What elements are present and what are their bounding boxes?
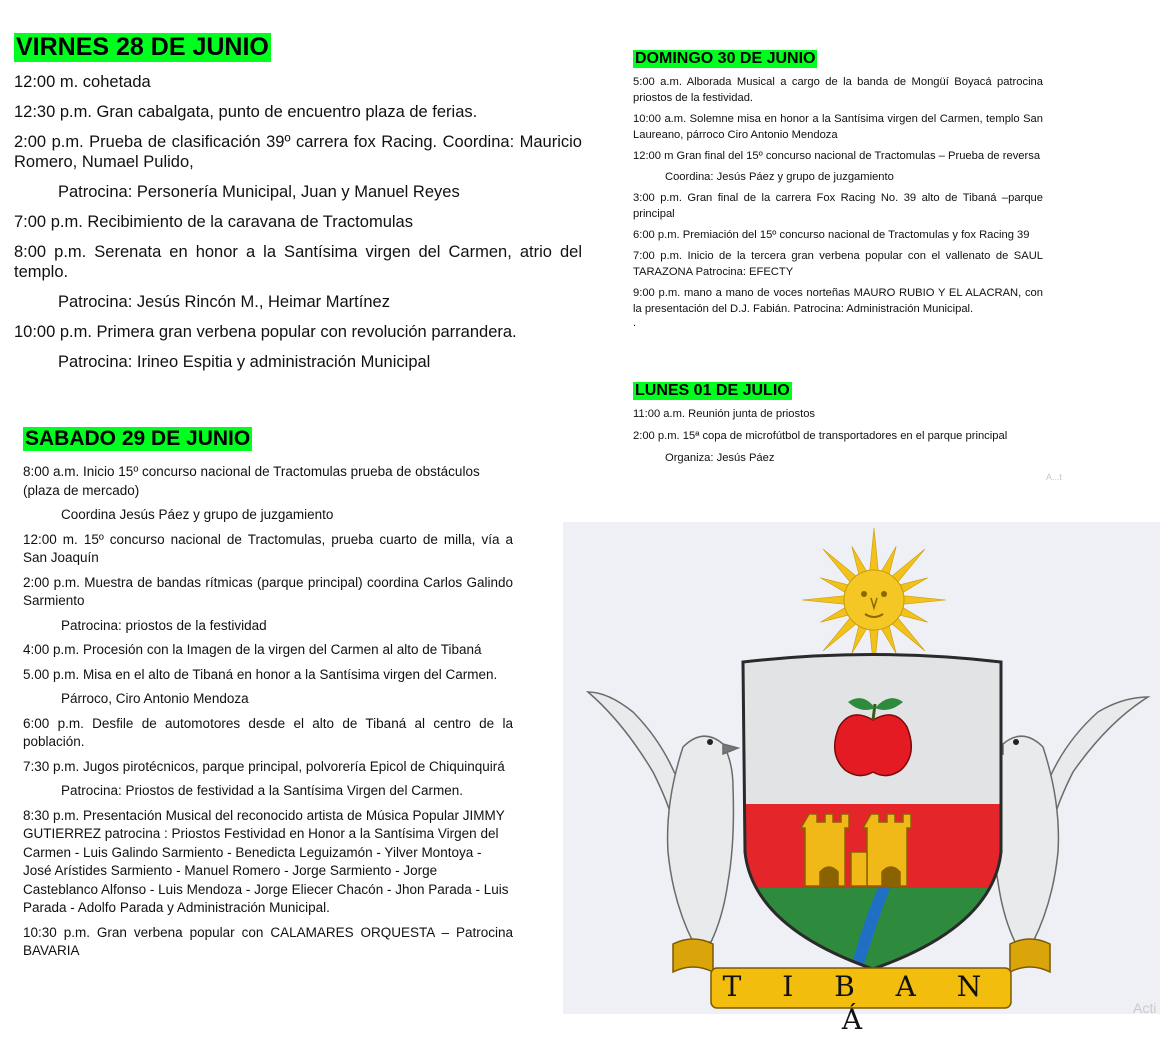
event-item: 3:00 p.m. Gran final de la carrera Fox Racing No. 39 alto de Tibaná –parque principal [633,192,1043,221]
day-title-sabado: SABADO 29 DE JUNIO [25,427,251,450]
section-viernes [14,33,582,372]
right-dove-icon [988,697,1148,954]
event-item: 7:00 p.m. Recibimiento de la caravana de Tractomulas [14,212,413,231]
day-title-viernes: VIRNES 28 DE JUNIO [16,33,269,61]
event-item: 10:00 a.m. Solemne misa en honor a la Santísima virgen del Carmen, templo San Laureano, párroco Ciro Antonio Mendoza [633,113,1043,142]
section-lunes [633,382,1043,466]
event-item: 5.00 p.m. Misa en el alto de Tibaná en honor a la Santísima virgen del Carmen. [23,666,498,682]
event-sponsor: Coordina: Jesús Páez y grupo de juzgamiento [665,171,894,184]
sun-ray [802,596,846,605]
event-item: 12:00 m. cohetada [14,72,151,91]
event-item: 5:00 a.m. Alborada Musical a cargo de la banda de Mongüí Boyacá patrocina priostos de la festividad. [633,76,1043,105]
event-item: 2:00 p.m. Prueba de clasificación 39º carrera fox Racing. Coordina: Mauricio Romero, Numael Pulido, [14,132,582,171]
event-item: 10:00 p.m. Primera gran verbena popular con revolución parrandera. [14,322,517,341]
sun-icon [802,528,946,672]
sun-ray [890,616,925,651]
day-title-domingo: DOMINGO 30 DE JUNIO [635,50,816,67]
section-sabado [23,427,513,961]
event-item: 12:00 m. 15º concurso nacional de Tractomulas, prueba cuarto de milla, vía a San Joaquín [23,531,513,566]
day-title-lunes: LUNES 01 DE JULIO [635,382,790,399]
event-organizer: Organiza: Jesús Páez [665,452,775,465]
coat-of-arms-graphic [563,522,1160,1014]
stray-dot: . [633,317,637,330]
tibana-banner-text: T I B A N Á [722,970,998,1036]
event-item: 11:00 a.m. Reunión junta de priostos [633,408,816,421]
event-item: 2:00 p.m. 15ª copa de microfútbol de transportadores en el parque principal [633,430,1008,443]
sun-ray [823,616,858,651]
event-item: 7:00 p.m. Inicio de la tercera gran verbena popular con el vallenato de SAUL TARAZONA Patrocina: EFECTY [633,250,1043,279]
sun-ray [823,549,858,584]
event-item: 7:30 p.m. Jugos pirotécnicos, parque principal, polvorería Epicol de Chiquinquirá [23,758,505,774]
section-domingo [633,50,1043,330]
sun-ray [870,528,879,572]
event-item: 8:30 p.m. Presentación Musical del reconocido artista de Música Popular JIMMY GUTIERREZ patrocina : Priostos Festividad en Honor a la Santísima Virgen del Carmen - Luis Galindo Sarmiento - Benedicta Leguizamón - Yilver Montoya - José Arístides Sarmiento - Manuel Romero - Jorge Sarmiento - Jorge Casteblanco Alfonso - Luis Mendoza - Jorge Eliecer Chacón - Jhon Parada - Luis Parada - Adolfo Parada y Administración Municipal. [23,807,509,916]
event-sponsor: Patrocina: Jesús Rincón M., Heimar Martínez [58,292,390,311]
event-item: 12:30 p.m. Gran cabalgata, punto de encuentro plaza de ferias. [14,102,478,121]
event-item: 2:00 p.m. Muestra de bandas rítmicas (parque principal) coordina Carlos Galindo Sarmiento [23,574,513,609]
activation-watermark-top: A...t [1046,472,1063,482]
event-item: 9:00 p.m. mano a mano de voces norteñas MAURO RUBIO Y EL ALACRAN, con la presentación del D.J. Fabián. Patrocina: Administración Municipal. [633,287,1043,316]
event-sponsor: Patrocina: priostos de la festividad [61,617,267,633]
event-item: 6:00 p.m. Premiación del 15º concurso nacional de Tractomulas y fox Racing 39 [633,229,1030,242]
event-item: 12:00 m Gran final del 15º concurso nacional de Tractomulas – Prueba de reversa [633,150,1041,163]
event-item: 10:30 p.m. Gran verbena popular con CALAMARES ORQUESTA – Patrocina BAVARIA [23,924,513,959]
left-dove-icon [588,692,738,954]
event-sponsor: Coordina Jesús Páez y grupo de juzgamiento [61,507,334,523]
activation-watermark-bottom: Acti [1133,1000,1157,1016]
event-item: 8:00 a.m. Inicio 15º concurso nacional de Tractomulas prueba de obstáculos (plaza de mercado) [23,464,480,498]
event-sponsor: Patrocina: Personería Municipal, Juan y Manuel Reyes [58,182,460,201]
sun-ray [890,549,925,584]
event-sponsor: Patrocina: Priostos de festividad a la Santísima Virgen del Carmen. [61,783,463,799]
event-item: 4:00 p.m. Procesión con la Imagen de la virgen del Carmen al alto de Tibaná [23,642,482,658]
shield [733,642,1013,978]
event-sponsor: Párroco, Ciro Antonio Mendoza [61,691,249,707]
event-sponsor: Patrocina: Irineo Espitia y administración Municipal [58,352,431,371]
tibana-coat-of-arms [563,522,1160,1036]
event-item: 6:00 p.m. Desfile de automotores desde el alto de Tibaná al centro de la población. [23,715,513,750]
event-item: 8:00 p.m. Serenata en honor a la Santísima virgen del Carmen, atrio del templo. [14,242,582,281]
sun-ray [902,596,946,605]
